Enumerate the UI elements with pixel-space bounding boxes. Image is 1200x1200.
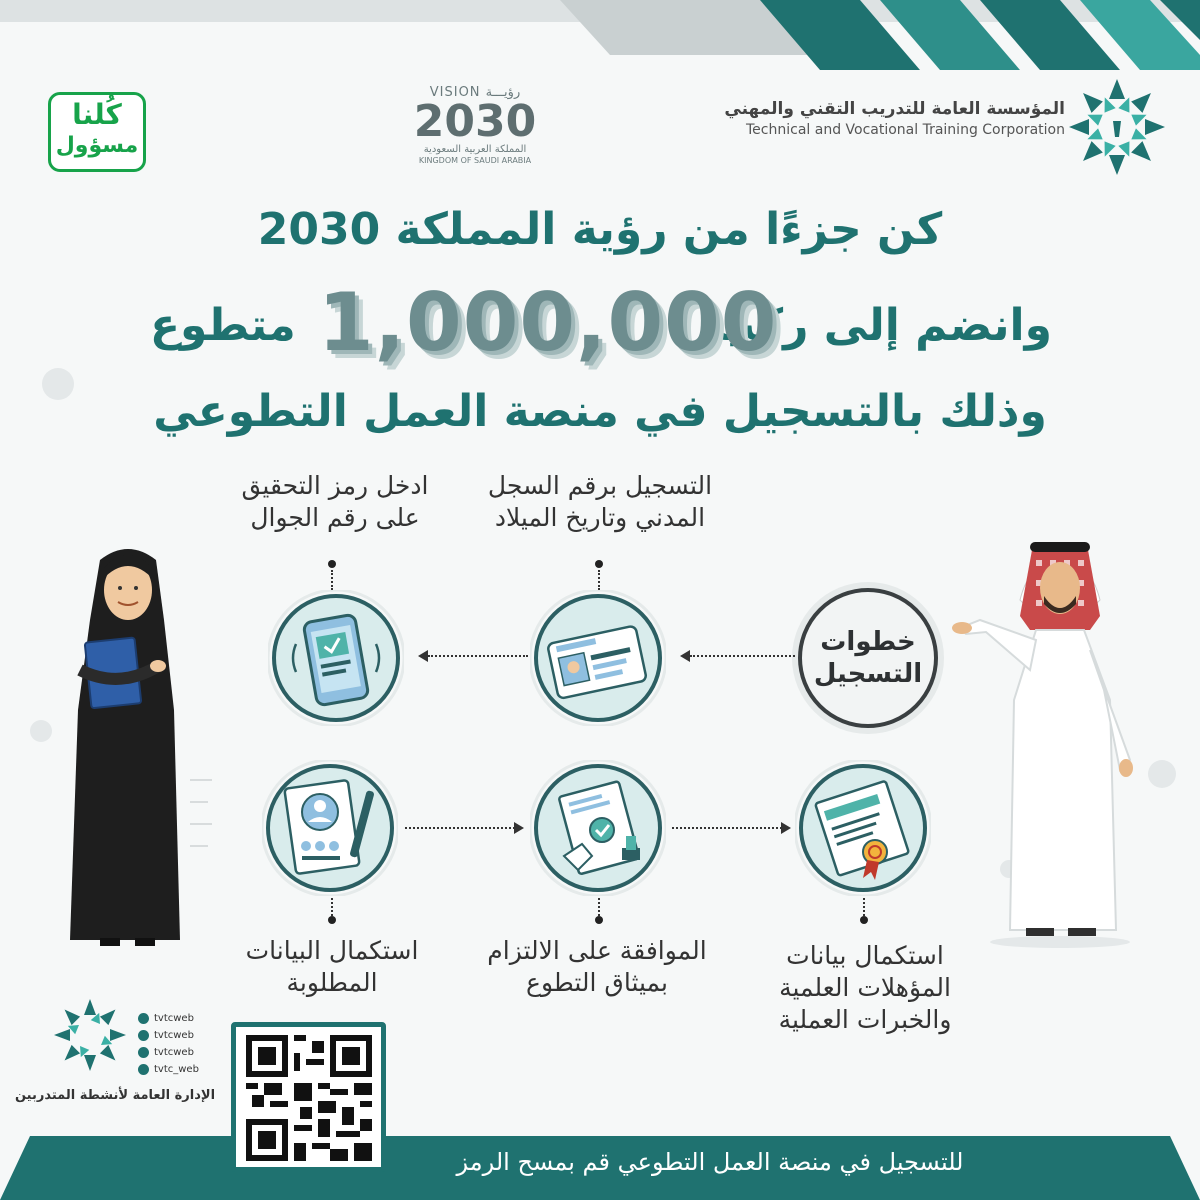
tvtc-logo-icon: [1062, 72, 1172, 182]
step-3-profile-circle: [262, 760, 398, 896]
decor-dot: [42, 368, 74, 400]
step-2-label: ادخل رمز التحقيق على رقم الجوال: [241, 471, 429, 532]
headline-line1: كن جزءًا من رؤية المملكة 2030: [257, 204, 943, 255]
certificate-icon: [795, 760, 931, 896]
social-twitter[interactable]: tvtcweb: [138, 1010, 228, 1027]
vision-year: 2030: [413, 96, 537, 147]
department-logo-icon: [45, 995, 135, 1075]
step-4-label: الموافقة على الالتزام بميثاق التطوع: [487, 936, 707, 997]
agreement-document-icon: [530, 760, 666, 896]
arrow-head-left: [680, 650, 690, 662]
headline-volunteer-word: متطوع: [150, 300, 296, 351]
footer-call-to-action: للتسجيل في منصة العمل التطوعي قم بمسح الرمز: [456, 1148, 964, 1176]
arrow-head-right: [514, 822, 524, 834]
arrow-step-3-to-step-4: [405, 827, 515, 829]
arrow-step-4-to-step-5: [672, 827, 782, 829]
step-1-id-card-circle: [530, 590, 666, 726]
facebook-icon: [138, 1030, 149, 1041]
vision-country-arabic: المملكة العربية السعودية: [423, 144, 527, 155]
qr-code-icon: [246, 1035, 372, 1161]
steps-title-line1: خطوات: [820, 627, 916, 657]
headline-line3: وذلك بالتسجيل في منصة العمل التطوعي: [153, 386, 1047, 437]
tvtc-name-arabic: المؤسسة العامة للتدريب التقني والمهني: [724, 99, 1065, 119]
arrow-steps-title-to-step-1: [690, 655, 795, 657]
arrow-head-left: [418, 650, 428, 662]
man-illustration: [940, 520, 1180, 950]
connector-dotted: [598, 570, 600, 590]
arrow-head-right: [781, 822, 791, 834]
mobile-phone-icon: [268, 590, 404, 726]
kulna-line2: مسؤول: [55, 133, 139, 158]
department-name: الإدارة العامة لأنشطة المتدربين: [14, 1088, 216, 1103]
instagram-icon: [138, 1064, 149, 1075]
social-handles: [138, 1010, 228, 1078]
woman-illustration: [40, 540, 215, 950]
connector-pin: [328, 560, 336, 568]
headline-volunteer-count: 1,000,000: [318, 276, 778, 369]
social-instagram[interactable]: tvtc_web: [138, 1061, 228, 1078]
step-3-label: استكمال البيانات المطلوبة: [245, 936, 419, 997]
kulna-masool-badge: [48, 92, 146, 172]
vision-country-english: KINGDOM OF SAUDI ARABIA: [418, 156, 532, 165]
tvtc-name: [645, 98, 1065, 140]
step-2-phone-circle: [268, 590, 404, 726]
social-facebook[interactable]: tvtcweb: [138, 1027, 228, 1044]
headline-join-text: وانضم إلى ركب: [710, 300, 1052, 351]
connector-dotted: [598, 898, 600, 916]
step-4-agreement-circle: [530, 760, 666, 896]
headline-line2: [0, 278, 1200, 368]
arrow-step-1-to-step-2: [428, 655, 528, 657]
connector-dotted: [863, 898, 865, 916]
vision-label: VISION رؤيـــة: [429, 85, 521, 100]
tvtc-name-english: Technical and Vocational Training Corporation: [746, 122, 1065, 138]
qr-code[interactable]: [231, 1022, 386, 1172]
step-5-label: استكمال بيانات المؤهلات العلمية والخبرات العملية: [778, 941, 952, 1034]
social-snapchat[interactable]: tvtcweb: [138, 1044, 228, 1061]
id-card-icon: [530, 590, 666, 726]
twitter-icon: [138, 1013, 149, 1024]
step-1-label: التسجيل برقم السجل المدني وتاريخ الميلاد: [487, 471, 713, 532]
top-stripes-decoration: [0, 0, 1200, 70]
kulna-line1: كُلنا: [72, 98, 122, 131]
steps-title-line2: التسجيل: [813, 659, 923, 689]
connector-pin: [595, 560, 603, 568]
connector-pin: [328, 916, 336, 924]
connector-dotted: [331, 570, 333, 590]
connector-pin: [595, 916, 603, 924]
steps-title-circle: [798, 588, 938, 728]
profile-form-icon: [262, 760, 398, 896]
snapchat-icon: [138, 1047, 149, 1058]
connector-pin: [860, 916, 868, 924]
step-5-certificate-circle: [795, 760, 931, 896]
connector-dotted: [331, 898, 333, 916]
vision-2030-logo: [395, 85, 555, 180]
